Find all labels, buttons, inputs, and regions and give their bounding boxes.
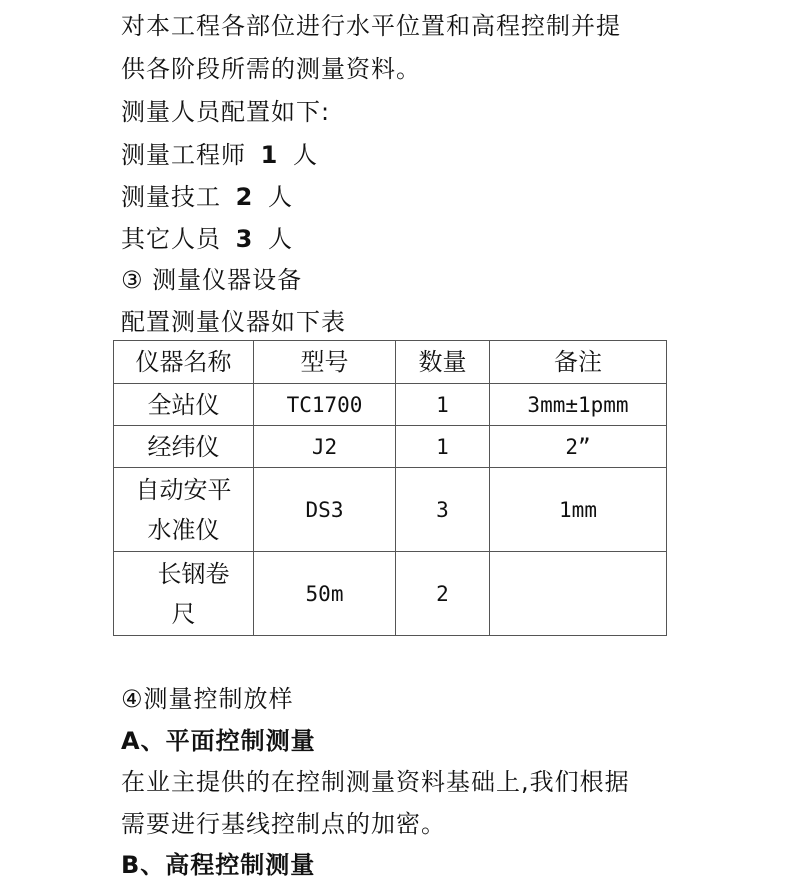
cell-qty: 1 [396, 384, 490, 426]
header-qty: 数量 [396, 341, 490, 384]
cell-name: 经纬仪 [114, 426, 254, 468]
paragraph-line: 在业主提供的在控制测量资料基础上,我们根据 [121, 768, 630, 796]
subsection-a-heading: A、平面控制测量 [121, 727, 316, 755]
staff-count: 2 [235, 183, 254, 211]
cell-note: 1mm [490, 468, 667, 552]
header-note: 备注 [490, 341, 667, 384]
table-row [114, 426, 667, 468]
cell-qty: 3 [396, 468, 490, 552]
staff-role: 测量工程师 [121, 141, 246, 169]
paragraph-line: 对本工程各部位进行水平位置和高程控制并提 [121, 12, 621, 40]
paragraph-line: 需要进行基线控制点的加密。 [121, 810, 446, 838]
staff-row [121, 223, 293, 255]
cell-note [490, 552, 667, 636]
staff-row [121, 139, 318, 171]
cell-model: TC1700 [254, 384, 396, 426]
cell-name-line: 尺 [171, 599, 196, 628]
staff-unit: 人 [267, 183, 293, 211]
cell-model: DS3 [254, 468, 396, 552]
staff-unit: 人 [292, 141, 318, 169]
table-intro: 配置测量仪器如下表 [121, 308, 346, 336]
table-header-row [114, 341, 667, 384]
cell-name [114, 468, 254, 552]
staff-role: 其它人员 [121, 225, 221, 253]
cell-name [114, 552, 254, 636]
cell-qty: 1 [396, 426, 490, 468]
staff-heading: 测量人员配置如下: [121, 98, 331, 126]
table-row [114, 384, 667, 426]
section4-heading: ④测量控制放样 [121, 685, 294, 713]
paragraph-line: 供各阶段所需的测量资料。 [121, 55, 421, 83]
section3-heading: ③ 测量仪器设备 [121, 266, 303, 294]
staff-count: 1 [260, 141, 279, 169]
cell-name-line: 水准仪 [147, 515, 220, 544]
cell-note: 3mm±1pmm [490, 384, 667, 426]
cell-model: J2 [254, 426, 396, 468]
cell-note: 2” [490, 426, 667, 468]
table-row [114, 552, 667, 636]
cell-model: 50m [254, 552, 396, 636]
table-row [114, 468, 667, 552]
cell-name: 全站仪 [114, 384, 254, 426]
cell-name-line: 长钢卷 [157, 559, 230, 588]
header-model: 型号 [254, 341, 396, 384]
cell-qty: 2 [396, 552, 490, 636]
instrument-table [113, 340, 667, 636]
staff-row [121, 181, 293, 213]
header-name: 仪器名称 [114, 341, 254, 384]
staff-role: 测量技工 [121, 183, 221, 211]
subsection-b-heading: B、高程控制测量 [121, 851, 316, 879]
staff-unit: 人 [267, 225, 293, 253]
cell-name-line: 自动安平 [135, 475, 232, 504]
staff-count: 3 [235, 225, 254, 253]
